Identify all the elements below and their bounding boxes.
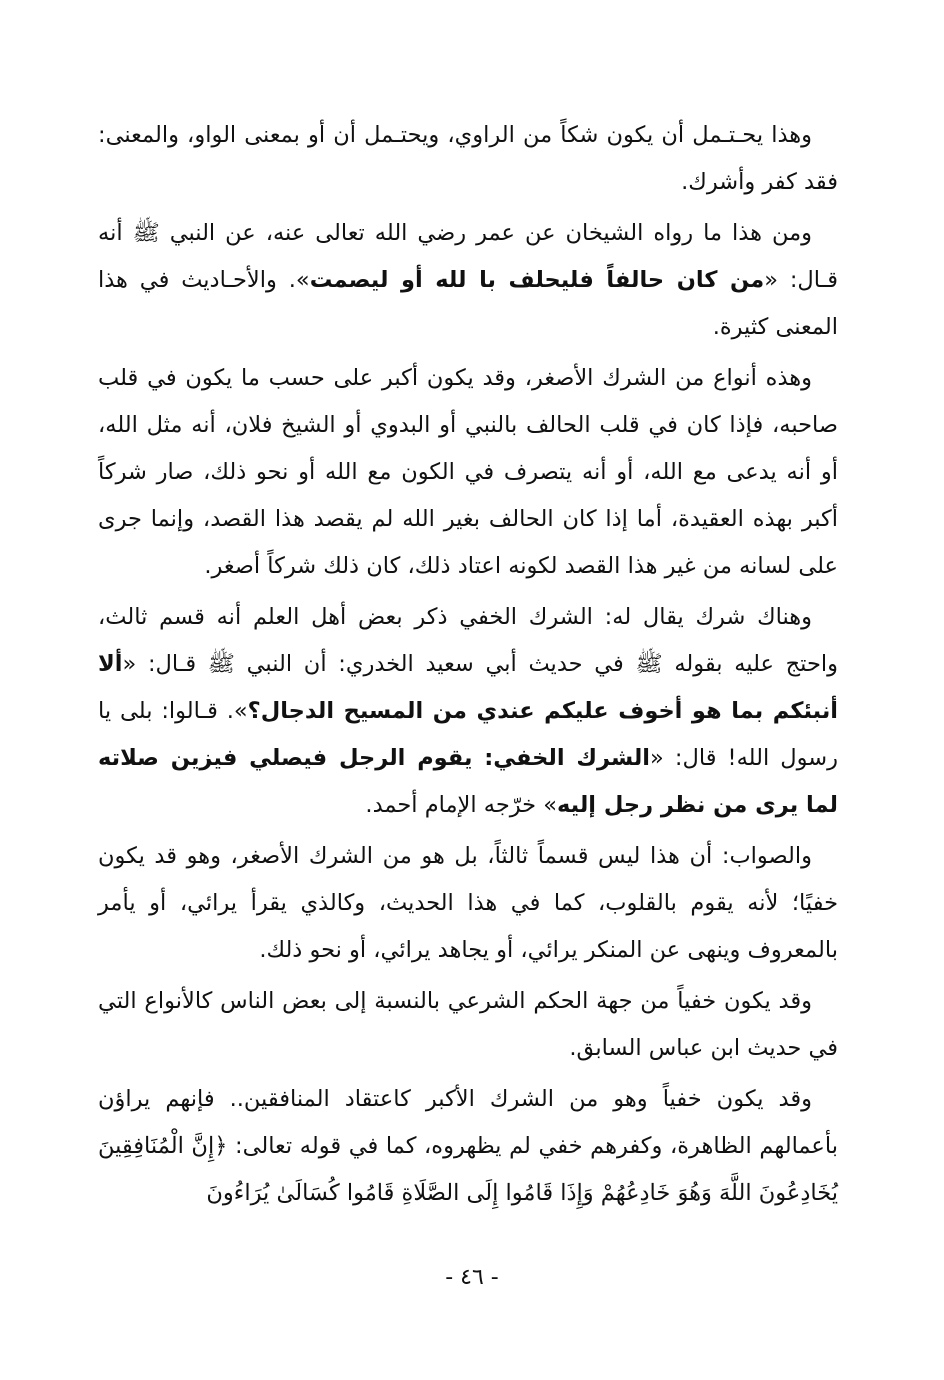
hadith-quote: الشرك الخفي: يقوم الرجل فيصلي فيزين صلاته لما يرى من نظر رجل إليه (98, 745, 838, 818)
text-segment: وقد يكون خفياً وهو من الشرك الأكبر كاعتقاد المنافقين.. فإنهم يراؤن بأعمالهم الظاهرة، وكفرهم خفي لم يظهروه، كما في قوله تعالى: (98, 1086, 838, 1159)
text-segment: ». والأحـاديث في هذا المعنى كثيرة. (98, 267, 838, 340)
hadith-quote: من كان حالفاً فليحلف با لله أو ليصمت (309, 267, 765, 293)
text-segment: ». قـالوا: بلى يا رسول الله! قال: « (98, 698, 838, 771)
text-segment: والصواب: أن هذا ليس قسماً ثالثاً، بل هو من الشرك الأصغر، وهو قد يكون خفيًا؛ لأنه يقوم بالقلوب، كما في هذا الحديث، وكالذي يقرأ يرائي، أو يأمر بالمعروف وينهى عن المنكر يرائي، أو يجاهد يرائي، أو نحو ذلك. (98, 843, 838, 963)
paragraph-5 (98, 833, 838, 974)
paragraph-6 (98, 978, 838, 1072)
hadith-quote: ألا أنبئكم بما هو أخوف عليكم عندي من المسيح الدجال؟ (98, 651, 838, 724)
text-segment: وهذا يحـتـمل أن يكون شكاً من الراوي، ويحتـمل أن أو بمعنى الواو، والمعنى: فقد كفر وأشرك. (98, 122, 838, 195)
text-segment: وهناك شرك يقال له: الشرك الخفي ذكر بعض أهل العلم أنه قسم ثالث، واحتج عليه بقوله ﷺ في حديث أبي سعيد الخدري: أن النبي ﷺ قـال: « (98, 604, 838, 677)
paragraph-1 (98, 112, 838, 206)
page-number: - ٤٦ - (445, 1265, 499, 1290)
paragraph-3 (98, 355, 838, 590)
text-segment: ومن هذا ما رواه الشيخان عن عمر رضي الله تعالى عنه، عن النبي ﷺ أنه قـال: « (98, 220, 838, 293)
paragraph-2 (98, 210, 838, 351)
document-page (98, 112, 838, 1221)
paragraph-7 (98, 1076, 838, 1217)
text-segment: وهذه أنواع من الشرك الأصغر، وقد يكون أكبر على حسب ما يكون في قلب صاحبه، فإذا كان في قلب الحالف بالنبي أو البدوي أو الشيخ فلان، أنه مثل الله، أو أنه يدعى مع الله، أو أنه يتصرف في الكون مع الله أو نحو ذلك، صار شركاً أكبر بهذه العقيدة، أما إذا كان الحالف بغير الله لم يقصد هذا القصد، وإنما جرى على لسانه من غير هذا القصد لكونه اعتاد ذلك، كان ذلك شركاً أصغر. (98, 365, 838, 579)
paragraph-4 (98, 594, 838, 829)
text-segment: » خرّجه الإمام أحمد. (365, 792, 557, 818)
text-segment: وقد يكون خفياً من جهة الحكم الشرعي بالنسبة إلى بعض الناس كالأنواع التي في حديث ابن عباس السابق. (98, 988, 838, 1061)
quran-verse: ﴿إِنَّ الْمُنَافِقِينَ يُخَادِعُونَ اللَّهَ وَهُوَ خَادِعُهُمْ وَإِذَا قَامُوا إِلَى الصَّلَاةِ قَامُوا كُسَالَىٰ يُرَاءُونَ (98, 1133, 838, 1206)
